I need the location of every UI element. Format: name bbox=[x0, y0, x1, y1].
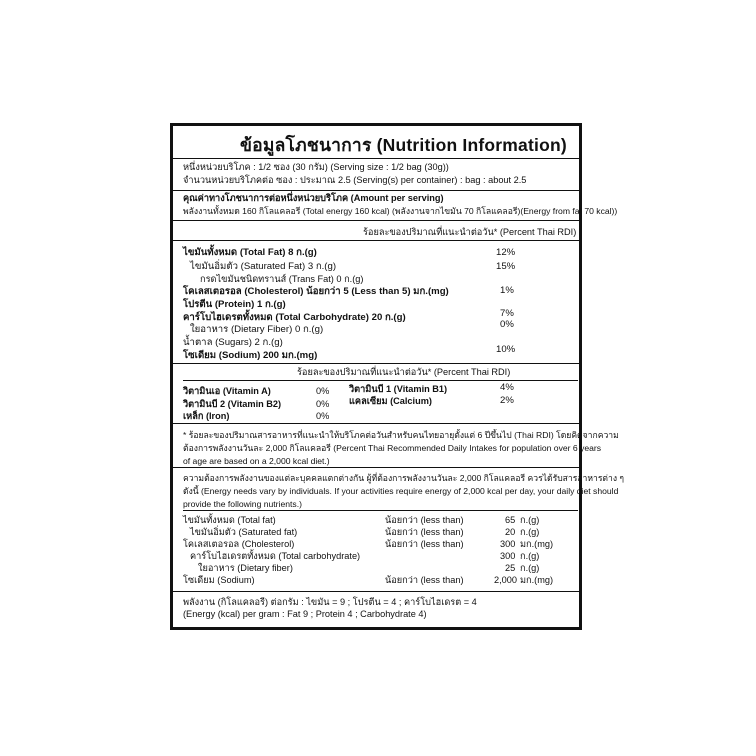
energy-per-gram-english: (Energy (kcal) per gram : Fat 9 ; Protein 4 ; Carbohydrate 4) bbox=[183, 609, 427, 619]
nutrient-cholesterol: โคเลสเตอรอล (Cholesterol) น้อยกว่า 5 (Less than 5) มก.(mg) bbox=[183, 286, 449, 297]
daily-row-unit: ก.(g) bbox=[520, 527, 540, 537]
rdi-header: ร้อยละของปริมาณที่แนะนำต่อวัน* (Percent Thai RDI) bbox=[363, 227, 577, 237]
daily-row-value: 2,000 bbox=[494, 575, 517, 585]
nutrient-total-fat-pct: 12% bbox=[496, 247, 516, 258]
vitamin-a: วิตามินเอ (Vitamin A) bbox=[183, 386, 271, 396]
daily-row-unit: มก.(mg) bbox=[520, 575, 554, 585]
divider bbox=[172, 467, 580, 468]
vitamin-b2-pct: 0% bbox=[316, 399, 330, 409]
footnote-line: * ร้อยละของปริมาณสารอาหารที่แนะนำให้บริโภคต่อวันสำหรับคนไทยอายุตั้งแต่ 6 ปีขึ้นไป (Thai RDI) โดยคิดจากความ bbox=[183, 430, 619, 440]
daily-row-cond: น้อยกว่า (less than) bbox=[385, 539, 464, 549]
energy-needs-line: ดังนี้ (Energy needs vary by individuals. If your activities require energy of 2,000 kcal per day, your daily diet should bbox=[183, 486, 619, 496]
label-title: ข้อมูลโภชนาการ (Nutrition Information) bbox=[240, 135, 567, 155]
vitamin-b1: วิตามินบี 1 (Vitamin B1) bbox=[349, 384, 448, 394]
iron: เหล็ก (Iron) bbox=[183, 411, 230, 421]
daily-row-label: ไขมันอิ่มตัว (Saturated fat) bbox=[190, 527, 298, 537]
divider bbox=[172, 158, 580, 159]
nutrient-protein: โปรตีน (Protein) 1 ก.(g) bbox=[183, 299, 286, 310]
daily-row-label: โคเลสเตอรอล (Cholesterol) bbox=[183, 539, 295, 549]
nutrient-total-carbohydrate-pct: 7% bbox=[500, 308, 514, 319]
daily-row-unit: ก.(g) bbox=[520, 515, 540, 525]
footnote-line: of age are based on a 2,000 kcal diet.) bbox=[183, 456, 330, 466]
nutrient-trans-fat: กรดไขมันชนิดทรานส์ (Trans Fat) 0 ก.(g) bbox=[200, 274, 364, 284]
daily-row-label: โซเดียม (Sodium) bbox=[183, 575, 255, 585]
amount-per-serving-heading: คุณค่าทางโภชนาการต่อหนึ่งหน่วยบริโภค (Amount per serving) bbox=[183, 193, 444, 203]
daily-row-cond: น้อยกว่า (less than) bbox=[385, 527, 464, 537]
nutrient-cholesterol-pct: 1% bbox=[500, 285, 514, 296]
divider bbox=[172, 190, 580, 191]
daily-row-cond: น้อยกว่า (less than) bbox=[385, 515, 464, 525]
servings-per-container: จำนวนหน่วยบริโภคต่อ ซอง : ประมาณ 2.5 (Serving(s) per container) : bag : about 2.5 bbox=[183, 175, 527, 185]
vitamin-b2: วิตามินบี 2 (Vitamin B2) bbox=[183, 399, 282, 409]
energy-per-gram-thai: พลังงาน (กิโลแคลอรี) ต่อกรัม : ไขมัน = 9 ; โปรตีน = 4 ; คาร์โบไฮเดรต = 4 bbox=[183, 597, 477, 607]
iron-pct: 0% bbox=[316, 411, 330, 421]
divider bbox=[183, 380, 578, 381]
energy-needs-line: provide the following nutrients.) bbox=[183, 499, 302, 509]
divider bbox=[172, 220, 580, 221]
daily-row-cond: น้อยกว่า (less than) bbox=[385, 575, 464, 585]
nutrient-sodium: โซเดียม (Sodium) 200 มก.(mg) bbox=[183, 350, 318, 361]
vitamin-a-pct: 0% bbox=[316, 386, 330, 396]
daily-row-label: คาร์โบไฮเดรตทั้งหมด (Total carbohydrate) bbox=[190, 551, 361, 561]
nutrient-dietary-fiber-pct: 0% bbox=[500, 319, 514, 330]
daily-row-value: 300 bbox=[500, 551, 516, 561]
daily-row-unit: มก.(mg) bbox=[520, 539, 554, 549]
calcium: แคลเซียม (Calcium) bbox=[349, 396, 432, 406]
nutrient-sugars: น้ำตาล (Sugars) 2 ก.(g) bbox=[183, 337, 283, 348]
energy-needs-line: ความต้องการพลังงานของแต่ละบุคคลแตกต่างกัน ผู้ที่ต้องการพลังงานวันละ 2,000 กิโลแคลอรี ควรได้รับสารอาหารต่าง ๆ bbox=[183, 473, 625, 483]
nutrient-saturated-fat: ไขมันอิ่มตัว (Saturated Fat) 3 ก.(g) bbox=[190, 261, 337, 272]
daily-row-value: 20 bbox=[505, 527, 516, 537]
nutrient-dietary-fiber: ใยอาหาร (Dietary Fiber) 0 ก.(g) bbox=[190, 324, 324, 335]
daily-row-unit: ก.(g) bbox=[520, 563, 540, 573]
nutrient-total-fat: ไขมันทั้งหมด (Total Fat) 8 ก.(g) bbox=[183, 247, 317, 258]
calcium-pct: 2% bbox=[500, 395, 514, 406]
daily-row-unit: ก.(g) bbox=[520, 551, 540, 561]
daily-row-value: 25 bbox=[505, 563, 516, 573]
footnote-line: ต้องการพลังงานวันละ 2,000 กิโลแคลอรี (Percent Thai Recommended Daily Intakes for population over 6 years bbox=[183, 443, 602, 453]
vitamin-b1-pct: 4% bbox=[500, 382, 514, 393]
divider bbox=[172, 240, 580, 241]
vitamins-rdi-header: ร้อยละของปริมาณที่แนะนำต่อวัน* (Percent Thai RDI) bbox=[297, 367, 511, 377]
divider bbox=[172, 363, 580, 364]
daily-row-label: ไขมันทั้งหมด (Total fat) bbox=[183, 515, 276, 525]
divider bbox=[183, 510, 578, 511]
total-energy: พลังงานทั้งหมด 160 กิโลแคลอรี (Total energy 160 kcal) (พลังงานจากไขมัน 70 กิโลแคลอรี)(Energy from fat 70 kcal)) bbox=[183, 206, 618, 216]
nutrient-sodium-pct: 10% bbox=[496, 344, 516, 355]
daily-row-value: 300 bbox=[500, 539, 516, 549]
divider bbox=[172, 423, 580, 424]
daily-row-value: 65 bbox=[505, 515, 516, 525]
nutrient-saturated-fat-pct: 15% bbox=[496, 261, 516, 272]
divider bbox=[172, 591, 580, 592]
serving-size: หนึ่งหน่วยบริโภค : 1/2 ซอง (30 กรัม) (Serving size : 1/2 bag (30g)) bbox=[183, 162, 449, 172]
nutrient-total-carbohydrate: คาร์โบไฮเดรตทั้งหมด (Total Carbohydrate) 20 ก.(g) bbox=[183, 312, 406, 323]
daily-row-label: ใยอาหาร (Dietary fiber) bbox=[198, 563, 293, 573]
